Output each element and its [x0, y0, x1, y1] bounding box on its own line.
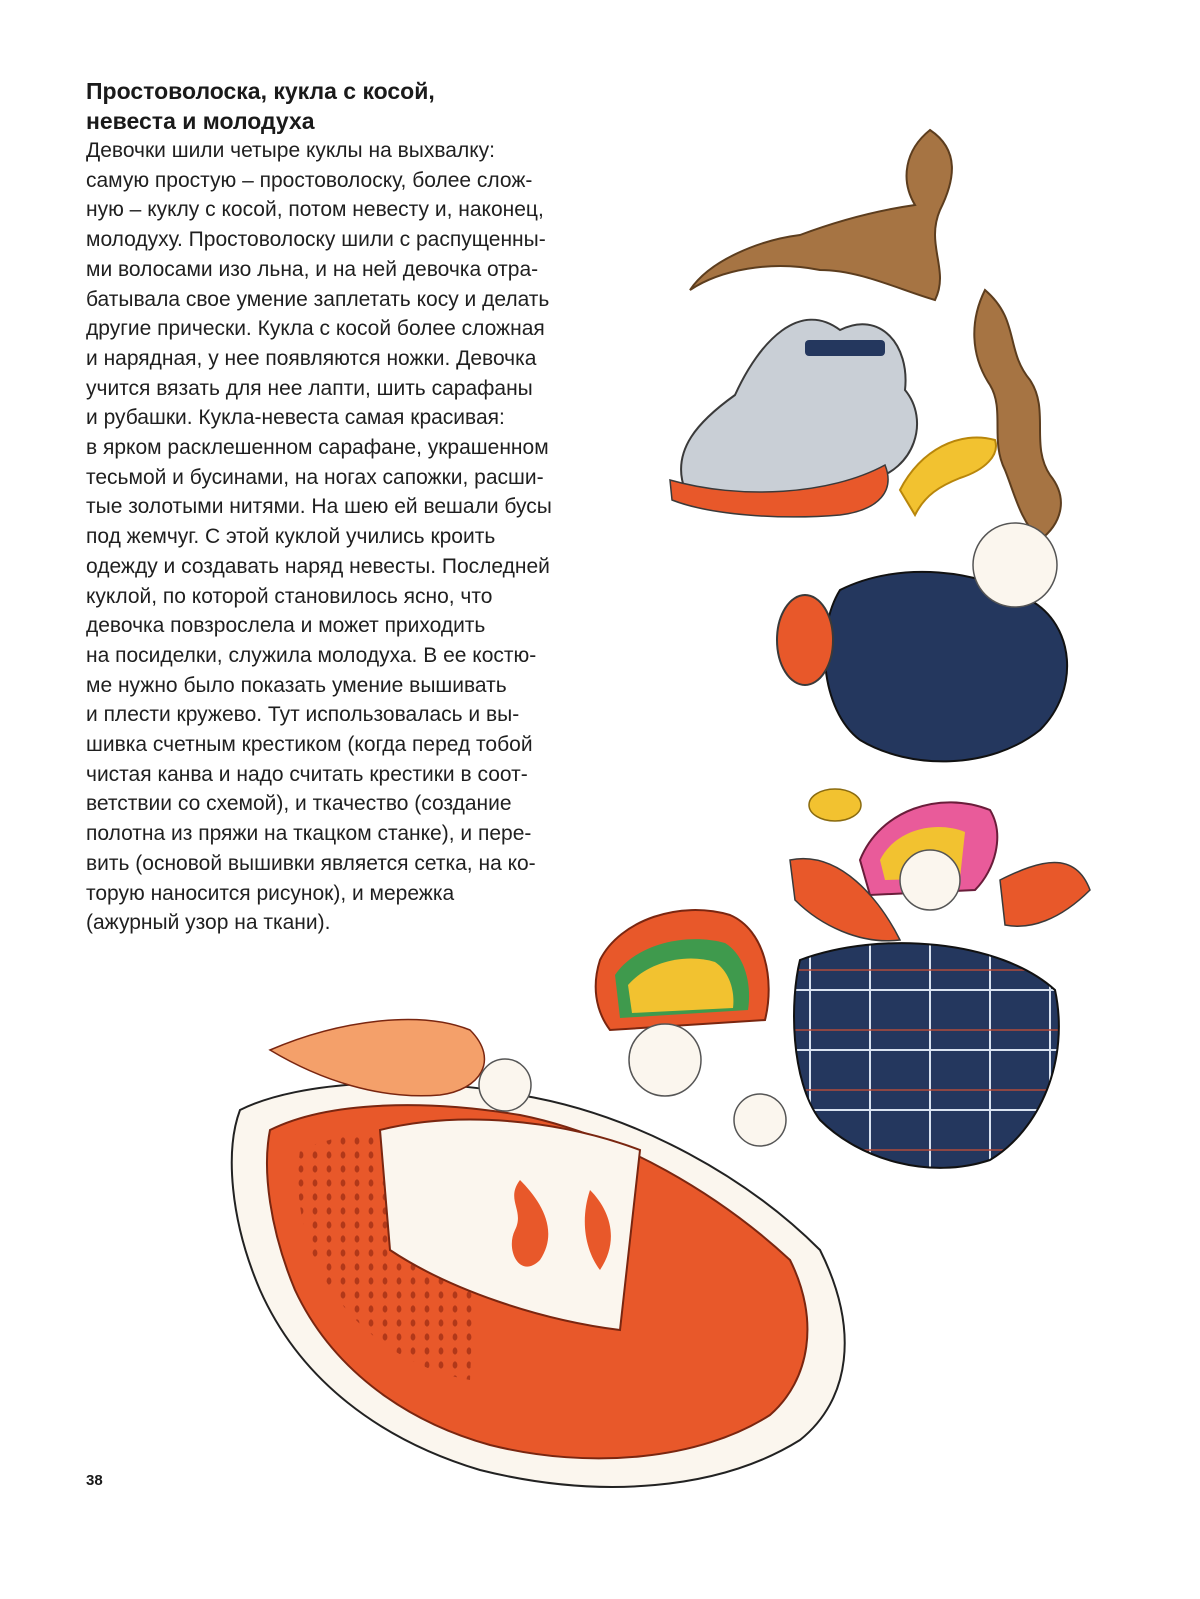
dress-belt	[805, 340, 885, 356]
title-line: Простоволоска, кукла с косой,	[86, 78, 435, 104]
kokoshnik-inner	[880, 827, 965, 880]
right-hand	[734, 1094, 786, 1146]
body-line: (ажурный узор на ткани).	[86, 911, 331, 935]
body-line: шивка счетным крестиком (когда перед тобой	[86, 733, 533, 757]
title-line: невеста и молодуха	[86, 108, 315, 134]
body-line: куклой, по которой становилось ясно, что	[86, 584, 493, 608]
body-line: под жемчуг. С этой куклой учились кроить	[86, 525, 496, 549]
molodukha-doll	[232, 910, 845, 1487]
bride-sleeves	[790, 859, 1090, 941]
grey-dress	[681, 320, 917, 499]
blue-sarafan	[825, 572, 1067, 761]
floral-motif	[512, 1180, 611, 1270]
pink-kokoshnik	[860, 802, 997, 895]
body-line: учится вязать для нее лапти, шить сарафаны	[86, 376, 533, 400]
body-line: полотна из пряжи на ткацком станке), и пере-	[86, 822, 532, 846]
prostovoloska-doll	[670, 130, 952, 517]
body-line: и нарядная, у нее появляются ножки. Девочка	[86, 346, 537, 370]
body-line: чистая канва и надо считать крестики в соот-	[86, 762, 528, 786]
dotted-panel	[298, 1130, 480, 1380]
doll-head	[973, 523, 1057, 607]
loose-hair	[690, 130, 952, 300]
orange-skirt	[267, 1105, 807, 1458]
lace-skirt	[232, 1083, 845, 1487]
body-line: тые золотыми нитями. На шею ей вешали бусы	[86, 495, 552, 519]
body-line: ме нужно было показать умение вышивать	[86, 673, 507, 697]
body-line: торую наносится рисунок), и мережка	[86, 881, 455, 905]
molodukha-face	[629, 1024, 701, 1096]
plaid-skirt	[794, 943, 1059, 1168]
body-line: в ярком расклешенном сарафане, украшенном	[86, 436, 549, 460]
body-line: на посиделки, служила молодуха. В ее костю-	[86, 643, 537, 667]
section-title	[86, 76, 646, 136]
body-line: девочка повзрослела и может приходить	[86, 614, 486, 638]
body-line: молодуху. Простоволоску шили с распущенны-	[86, 228, 546, 252]
braid	[974, 290, 1061, 540]
body-line: ную – куклу с косой, потом невесту и, наконец,	[86, 198, 544, 222]
left-hand	[479, 1059, 531, 1111]
braided-doll	[777, 290, 1067, 821]
yellow-lapot	[809, 789, 861, 821]
body-line: другие прически. Кукла с косой более сложная	[86, 317, 545, 341]
dress-hem	[670, 465, 888, 517]
body-line: батывала свое умение заплетать косу и делать	[86, 287, 550, 311]
headdress-yellow-band	[628, 959, 733, 1013]
headdress-green-band	[615, 939, 749, 1018]
orange-scarf	[270, 1020, 484, 1096]
red-shoe	[777, 595, 833, 685]
body-line: и плести кружево. Тут использовалась и вы-	[86, 703, 520, 727]
body-text	[86, 136, 646, 938]
body-line: Девочки шили четыре куклы на выхвалку:	[86, 139, 495, 162]
kokoshnik-gold	[900, 437, 996, 515]
body-line: ми волосами изо льна, и на ней девочка отра-	[86, 257, 539, 281]
body-line: вить (основой вышивки является сетка, на ко-	[86, 851, 536, 875]
embroidered-apron	[380, 1120, 640, 1330]
body-line: и рубашки. Кукла-невеста самая красивая:	[86, 406, 505, 430]
body-line: самую простую – простоволоску, более слож-	[86, 168, 533, 192]
body-line: ветствии со схемой), и ткачество (создание	[86, 792, 512, 816]
bride-doll	[790, 802, 1090, 1168]
body-line: тесьмой и бусинами, на ногах сапожки, расши-	[86, 465, 544, 489]
bride-face	[900, 850, 960, 910]
page-number: 38	[86, 1472, 103, 1489]
body-line: одежду и создавать наряд невесты. Последней	[86, 554, 550, 578]
